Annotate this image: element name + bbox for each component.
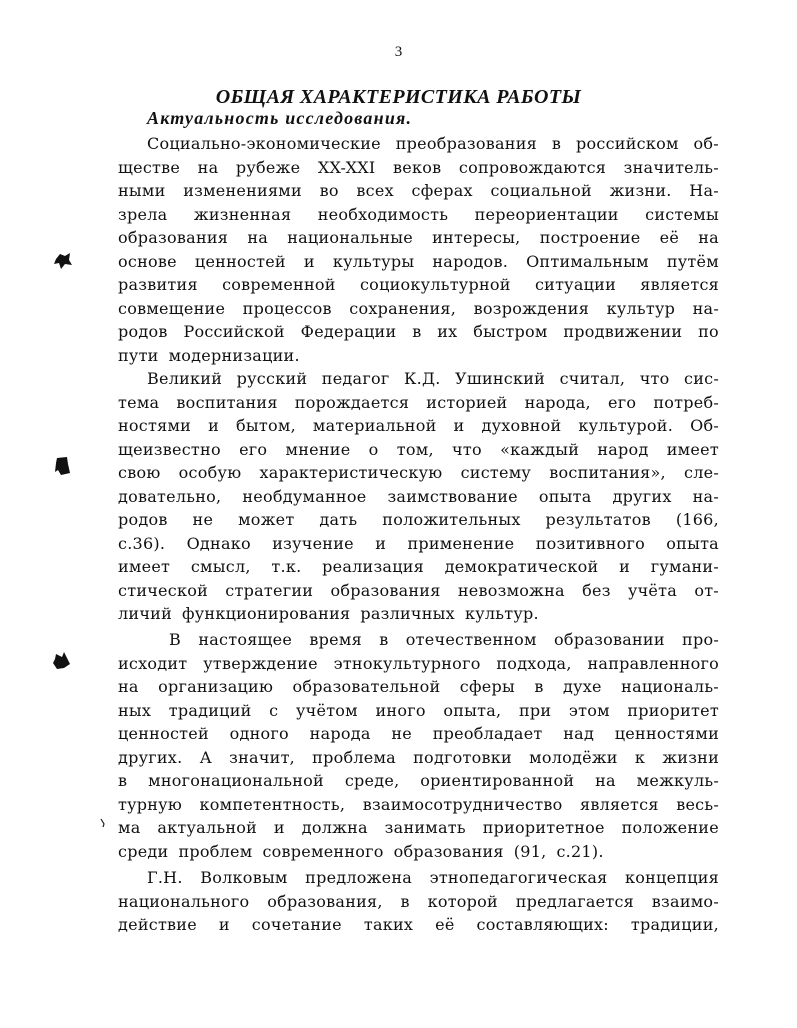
word: народ: [597, 439, 649, 459]
word: совмещение: [118, 298, 226, 318]
word: среде,: [344, 771, 400, 790]
word: значит,: [229, 747, 295, 767]
word: может: [238, 510, 295, 529]
word: демократической: [444, 557, 599, 576]
word: личий: [118, 604, 172, 623]
word: народа: [309, 724, 371, 743]
word: позитивного: [535, 533, 645, 553]
word: применение: [407, 533, 515, 553]
word: изменениями: [183, 181, 302, 200]
word: считал,: [559, 369, 626, 388]
word: веков: [393, 157, 442, 177]
word: предлагается: [515, 891, 634, 911]
word: имеет: [666, 439, 719, 459]
word: отечественном: [405, 630, 537, 649]
paragraph-4: [118, 866, 719, 937]
word: актуальной: [157, 818, 258, 837]
word: культуры: [332, 251, 415, 271]
word: турную: [118, 794, 183, 814]
word: довательно,: [118, 486, 222, 506]
word: является: [640, 275, 719, 294]
word: преобладает: [432, 724, 543, 743]
word: о: [368, 439, 379, 459]
word: Ушинский: [455, 369, 546, 388]
word: является: [579, 794, 659, 814]
word: других: [612, 486, 672, 506]
word: воспитания: [176, 392, 278, 412]
word: взаимо-: [651, 891, 719, 911]
word: преобразования: [395, 134, 537, 153]
word: традиций: [168, 700, 252, 720]
word: возрождения: [473, 298, 590, 318]
word: с: [269, 700, 279, 720]
word: опыта: [538, 486, 592, 506]
word: материальной: [312, 416, 437, 435]
word: что: [452, 439, 482, 459]
word: мнение: [285, 439, 351, 459]
word: сле-: [683, 463, 719, 482]
word: Федерации: [300, 322, 397, 341]
word: жизни.: [609, 181, 672, 200]
word: на: [118, 677, 139, 696]
word: духовной: [481, 416, 562, 435]
word: которой: [427, 891, 498, 911]
text-line: [118, 699, 719, 723]
word: систему: [460, 463, 532, 482]
word: к: [634, 747, 646, 767]
text-line: [118, 769, 719, 793]
word: воспитания»,: [549, 463, 666, 482]
word: сопровождаются: [458, 157, 607, 177]
word: пути: [118, 345, 159, 365]
word: ностями: [118, 416, 192, 435]
word: над: [563, 724, 595, 743]
word: иного: [375, 700, 426, 720]
word: ных: [118, 700, 152, 720]
word: опыта: [666, 533, 719, 553]
word: приоритет: [627, 700, 719, 720]
word: предложена: [305, 868, 413, 887]
word: том,: [396, 439, 434, 459]
word: одного: [229, 724, 289, 743]
word: и: [619, 557, 631, 576]
word: педагог: [321, 369, 390, 388]
word: гумани-: [650, 557, 719, 576]
word: подхода,: [496, 653, 572, 673]
paragraph-2: [118, 367, 719, 626]
word: сферы: [459, 677, 515, 696]
word: весь-: [676, 794, 719, 814]
word: необходимость: [317, 204, 449, 224]
word: жизненная: [193, 204, 292, 224]
word: в: [400, 891, 410, 911]
word: современного: [262, 841, 384, 861]
word: всех: [356, 181, 394, 200]
text-line: [118, 816, 719, 840]
word: родов: [118, 510, 168, 529]
word: системы: [645, 204, 719, 224]
word: межкуль-: [636, 771, 719, 790]
word: и: [303, 251, 315, 271]
word: т.к.: [271, 557, 302, 576]
word: по: [698, 322, 719, 341]
word: образования: [393, 841, 504, 861]
word: таких: [363, 915, 414, 934]
word: российском: [575, 134, 679, 153]
text-line: [118, 203, 719, 227]
word: путём: [666, 251, 719, 271]
word: учёта: [627, 580, 678, 600]
scan-speck: [100, 818, 106, 828]
word: ществе: [118, 157, 181, 177]
page-number: 3: [394, 44, 403, 60]
word: XX-XXI: [317, 157, 376, 177]
word: Великий: [147, 369, 223, 388]
word: их: [437, 322, 458, 341]
word: компетентность,: [199, 794, 346, 814]
word: невозможна: [457, 580, 565, 600]
text-line: [147, 367, 719, 391]
text-line: [118, 156, 719, 180]
text-line: [118, 485, 719, 509]
ink-blot-mark: [52, 250, 74, 272]
word: А: [199, 747, 212, 767]
word: об-: [693, 134, 719, 153]
text-line: [118, 250, 719, 274]
text-line: [118, 273, 719, 297]
word: ценностей: [118, 724, 209, 743]
word: процессов: [242, 298, 332, 318]
text-line: [118, 579, 719, 603]
word: при: [518, 700, 552, 720]
word: не: [391, 724, 412, 743]
ink-blot-mark: [52, 455, 72, 477]
word: ориентированной: [420, 771, 575, 790]
word: учётом: [295, 700, 358, 720]
word: сис-: [684, 369, 719, 388]
word: в: [412, 322, 422, 341]
word: положение: [621, 818, 719, 837]
word: культур: [606, 298, 676, 318]
word: функционирования: [181, 604, 351, 623]
word: основе: [118, 251, 177, 271]
word: с.21).: [556, 841, 604, 861]
text-line: [118, 320, 719, 344]
word: сферах: [411, 181, 473, 200]
word: образования,: [267, 891, 383, 911]
word: В: [169, 630, 182, 649]
word: организацию: [158, 677, 274, 696]
word: Волковым: [200, 868, 288, 887]
word: ситуации: [534, 275, 616, 294]
word: в: [379, 630, 389, 649]
text-line: [118, 793, 719, 817]
word: народов.: [432, 251, 509, 271]
word: его: [239, 439, 268, 459]
word: Социально-экономические: [147, 134, 381, 153]
text-line: [118, 344, 719, 368]
word: время: [309, 630, 362, 649]
word: на-: [692, 298, 719, 318]
word: проблем: [178, 841, 253, 861]
word: характеристическую: [259, 463, 443, 482]
word: других.: [118, 747, 183, 767]
text-line: [118, 508, 719, 532]
word: К.Д.: [403, 369, 441, 388]
word: настоящее: [198, 630, 293, 649]
word: исходит: [118, 653, 188, 673]
word: этнопедагогическая: [429, 868, 608, 887]
word: стратегии: [225, 580, 314, 600]
word: составляющих:: [476, 915, 609, 934]
word: зрела: [118, 204, 168, 224]
word: традиции,: [630, 915, 719, 934]
word: многонациональной: [148, 771, 324, 790]
word: с.36).: [118, 533, 166, 553]
word: историей: [426, 392, 508, 412]
word: утверждение: [203, 653, 318, 673]
word: национального: [118, 891, 250, 911]
text-line: [118, 532, 719, 556]
word: её: [659, 228, 680, 247]
word: её: [435, 915, 455, 934]
word: и: [208, 416, 219, 435]
word: изучение: [272, 533, 354, 553]
word: националь-: [621, 677, 719, 696]
word: направленного: [587, 653, 719, 673]
word: проблема: [312, 747, 396, 767]
text-line: [118, 746, 719, 770]
word: образовании: [554, 630, 665, 649]
word: ценностями: [614, 724, 719, 743]
word: ма: [118, 818, 141, 837]
word: подготовки: [413, 747, 512, 767]
word: социокультурной: [359, 275, 511, 294]
word: особую: [178, 463, 242, 482]
text-line: [147, 866, 719, 890]
text-line: [118, 840, 719, 864]
word: стической: [118, 580, 209, 600]
word: Оптимальным: [526, 251, 649, 271]
word: сочетание: [251, 915, 342, 934]
word: в: [534, 677, 544, 696]
word: дать: [319, 510, 358, 529]
text-line: [118, 461, 719, 485]
word: национальные: [287, 228, 413, 247]
paragraph-1: [118, 132, 719, 367]
word: что: [639, 369, 670, 388]
word: на: [247, 228, 269, 247]
word: значитель-: [623, 157, 719, 177]
word: Российской: [183, 322, 285, 341]
word: потреб-: [653, 392, 719, 412]
word: переориентации: [474, 204, 619, 224]
word: необдуманное: [242, 486, 367, 506]
word: модернизации.: [168, 345, 300, 365]
paragraph-3: [118, 628, 719, 863]
text-line: [118, 913, 719, 937]
word: и: [218, 915, 230, 934]
word: образовательной: [292, 677, 441, 696]
text-line: [118, 722, 719, 746]
word: смысл,: [190, 557, 251, 576]
word: ценностей: [194, 251, 286, 271]
word: На-: [689, 181, 719, 200]
word: действие: [118, 915, 197, 934]
section-heading: ОБЩАЯ ХАРАКТЕРИСТИКА РАБОТЫ: [215, 86, 582, 108]
word: в: [551, 134, 562, 153]
word: (166,: [675, 510, 719, 529]
text-line: [118, 391, 719, 415]
word: молодёжи: [529, 747, 618, 767]
word: щеизвестно: [118, 439, 221, 459]
section-subheading: Актуальность исследования.: [147, 108, 413, 128]
word: родов: [118, 322, 168, 341]
word: построение: [539, 228, 641, 247]
word: Об-: [690, 416, 719, 435]
word: концепция: [624, 868, 719, 887]
word: на: [698, 228, 719, 247]
word: реализация: [322, 557, 424, 576]
word: порождается: [294, 392, 410, 412]
word: этом: [568, 700, 610, 720]
word: положительных: [382, 510, 521, 529]
word: занимать: [384, 818, 466, 837]
word: развития: [118, 275, 198, 294]
text-line: [118, 226, 719, 250]
word: должна: [301, 818, 368, 837]
word: быстром: [473, 322, 548, 341]
word: в: [118, 771, 128, 790]
text-line: [118, 555, 719, 579]
word: среди: [118, 841, 169, 861]
word: и: [375, 533, 387, 553]
word: свою: [118, 463, 161, 482]
word: опыта,: [443, 700, 502, 720]
word: русский: [236, 369, 308, 388]
word: социальной: [490, 181, 592, 200]
word: не: [192, 510, 214, 529]
word: сохранения,: [349, 298, 457, 318]
word: приоритетное: [482, 818, 605, 837]
word: и: [273, 818, 285, 837]
text-line: [118, 602, 719, 626]
word: образования: [118, 228, 229, 247]
word: продвижении: [563, 322, 683, 341]
word: Однако: [186, 533, 251, 553]
word: от-: [694, 580, 719, 600]
word: жизни: [662, 747, 719, 767]
word: взаимосотрудничество: [362, 794, 563, 814]
word: на-: [692, 486, 719, 506]
text-line: [147, 132, 719, 156]
word: без: [582, 580, 611, 600]
text-line: [118, 179, 719, 203]
word: рубеже: [235, 157, 301, 177]
text-line: [118, 438, 719, 462]
word: культурой.: [578, 416, 674, 435]
word: образования: [330, 580, 441, 600]
word: Г.Н.: [147, 868, 183, 887]
word: заимствование: [387, 486, 518, 506]
word: имеет: [118, 557, 171, 576]
word: и: [453, 416, 465, 435]
word: народа,: [524, 392, 591, 412]
word: во: [319, 181, 339, 200]
word: бытом,: [236, 416, 296, 435]
word: ными: [118, 181, 166, 200]
text-line: [118, 890, 719, 914]
word: современной: [222, 275, 336, 294]
word: различных: [360, 604, 455, 623]
text-line: [118, 675, 719, 699]
word: про-: [682, 630, 719, 649]
word: на: [595, 771, 616, 790]
ink-blot-mark: [50, 650, 72, 672]
word: результатов: [545, 510, 651, 529]
text-line: [118, 652, 719, 676]
word: «каждый: [500, 439, 580, 459]
text-line: [169, 628, 719, 652]
word: на: [197, 157, 219, 177]
word: (91,: [513, 841, 547, 861]
word: его: [607, 392, 637, 412]
word: тема: [118, 392, 160, 412]
word: этнокультурного: [333, 653, 481, 673]
word: интересы,: [432, 228, 521, 247]
word: духе: [563, 677, 602, 696]
text-line: [118, 414, 719, 438]
text-line: [118, 297, 719, 321]
word: культур.: [464, 604, 539, 623]
